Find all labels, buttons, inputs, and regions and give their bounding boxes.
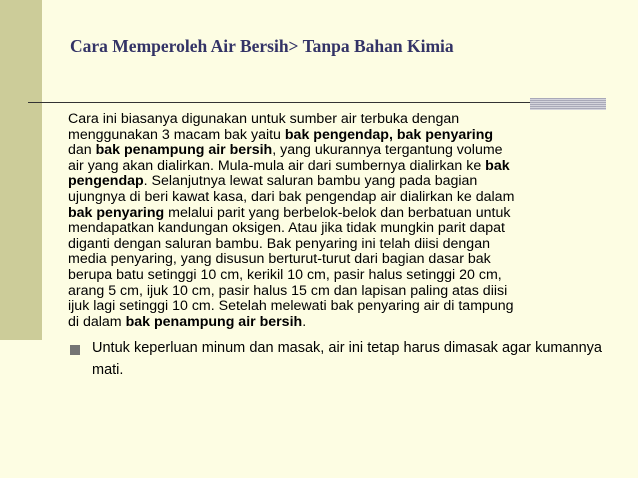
- text-run: ijuk lagi setinggi 10 cm. Setelah melewati bak penyaring air di tampung: [68, 298, 514, 315]
- paragraph-line: [68, 111, 637, 128]
- text-run: . Selanjutnya lewat saluran bambu yang pada bagian: [143, 173, 478, 190]
- bold-term: bak pengendap, bak penyaring: [284, 126, 494, 143]
- text-run: .: [302, 313, 307, 330]
- bold-term: bak: [485, 157, 510, 174]
- paragraph-line: [68, 251, 637, 268]
- bold-term: bak penampung air bersih: [95, 142, 273, 159]
- paragraph-line: [68, 220, 637, 237]
- text-run: menggunakan 3 macam bak yaitu: [68, 126, 285, 143]
- bullet-text: Untuk keperluan minum dan masak, air ini tetap harus dimasak agar kumannya mati.: [92, 340, 602, 378]
- paragraph-line: [68, 313, 637, 331]
- text-run: diganti dengan saluran bambu. Bak penyaring ini telah diisi dengan: [68, 235, 490, 252]
- paragraph-line: [68, 282, 637, 300]
- paragraph-line: [68, 126, 637, 144]
- bold-term: bak penyaring: [68, 204, 165, 221]
- text-run: di dalam: [68, 313, 126, 330]
- left-accent-bar: [0, 0, 42, 340]
- text-run: dan: [68, 142, 96, 159]
- paragraph-line: [68, 235, 637, 253]
- paragraph-line: [68, 204, 637, 222]
- text-run: berupa batu setinggi 10 cm, kerikil 10 cm, pasir halus setinggi 20 cm,: [68, 266, 502, 283]
- body-paragraph: [68, 112, 637, 330]
- title-divider-bar: [530, 98, 606, 110]
- text-run: melalui parit yang berbelok-belok dan berbatuan untuk: [164, 204, 511, 221]
- text-run: arang 5 cm, ijuk 10 cm, pasir halus 15 cm dan lapisan paling atas diisi: [68, 282, 508, 299]
- paragraph-line: [68, 266, 637, 284]
- square-bullet-icon: [70, 345, 80, 355]
- bold-term: pengendap: [68, 173, 144, 190]
- paragraph-line: [68, 188, 637, 206]
- text-run: media penyaring, yang disusun berturut-turut dari bagian dasar bak: [68, 251, 491, 268]
- text-run: air yang akan dialirkan. Mula-mula air dari sumbernya dialirkan ke: [68, 157, 486, 174]
- slide-title: Cara Memperoleh Air Bersih> Tanpa Bahan Kimia: [70, 36, 454, 56]
- text-run: Cara ini biasanya digunakan untuk sumber air terbuka dengan: [68, 111, 460, 127]
- paragraph-line: [68, 157, 637, 175]
- text-run: mendapatkan kandungan oksigen. Atau jika tidak mungkin parit dapat: [68, 220, 505, 237]
- paragraph-line: [68, 173, 637, 190]
- paragraph-line: [68, 298, 637, 315]
- paragraph-line: [68, 142, 637, 159]
- bold-term: bak penampung air bersih: [125, 313, 303, 330]
- text-run: , yang ukurannya tergantung volume: [272, 142, 503, 159]
- title-divider-line: [28, 102, 606, 103]
- text-run: ujungnya di beri kawat kasa, dari bak pengendap air dialirkan ke dalam: [68, 188, 515, 205]
